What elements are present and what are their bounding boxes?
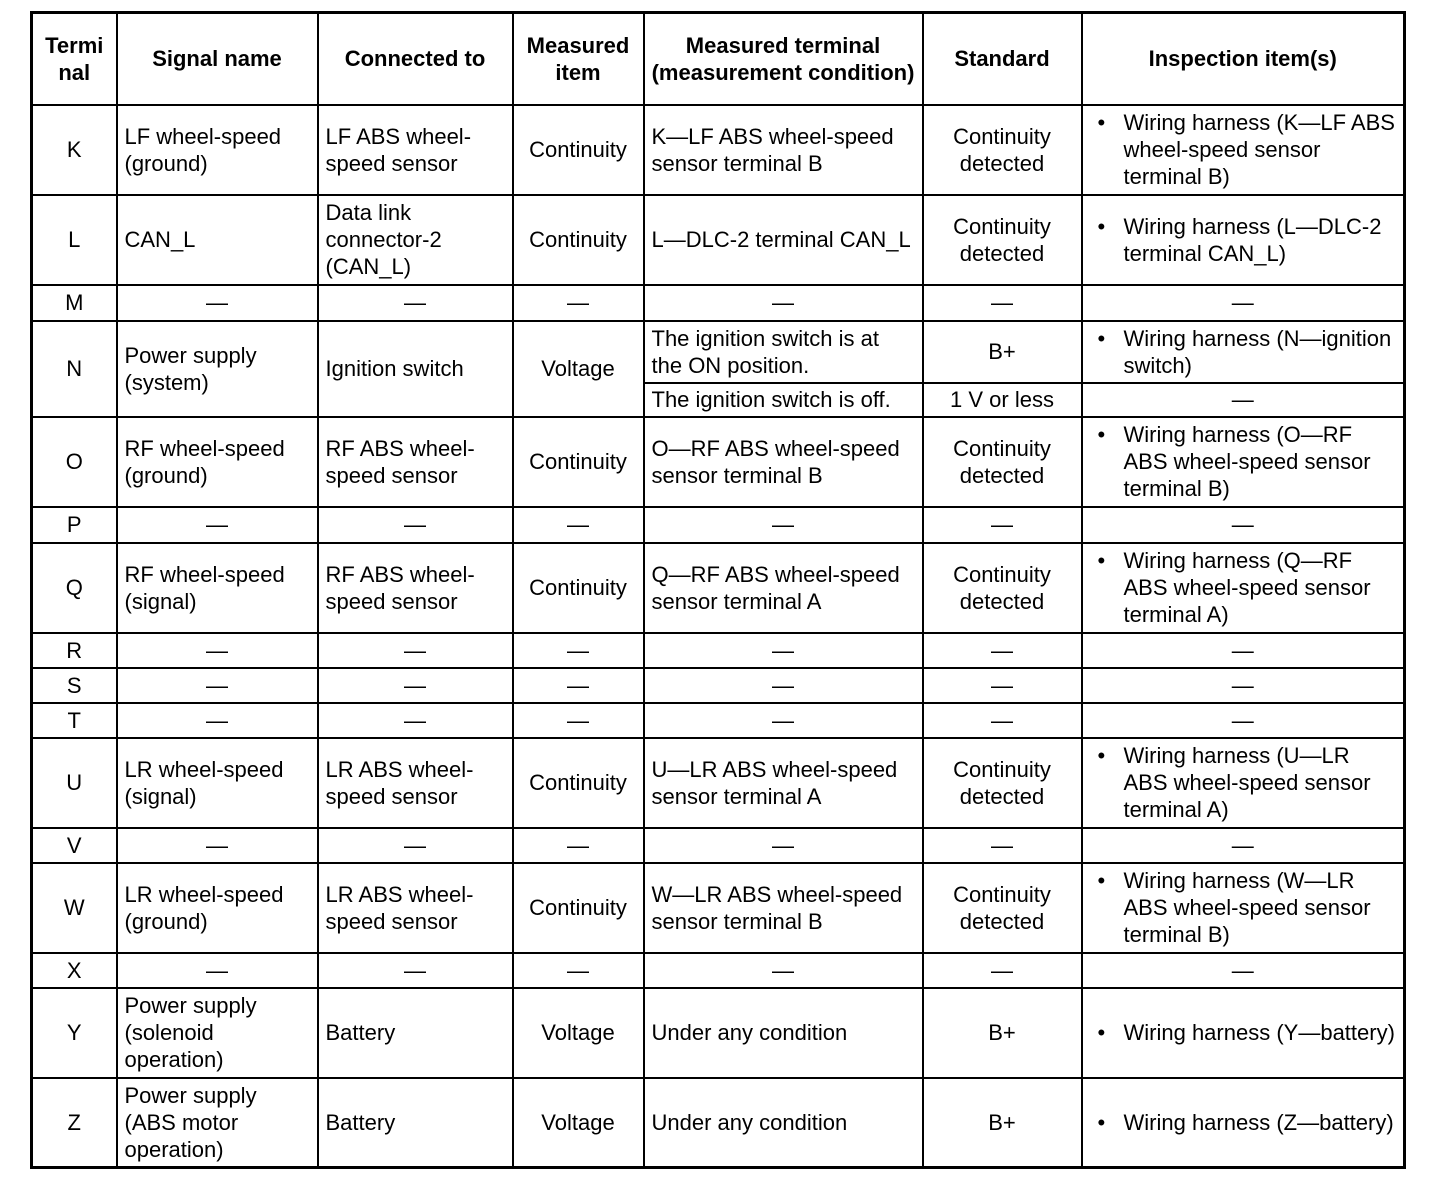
measured-terminal-cell: L—DLC-2 terminal CAN_L <box>644 195 923 285</box>
table-row <box>32 321 1405 383</box>
empty-cell: — <box>117 633 318 668</box>
empty-cell: — <box>644 633 923 668</box>
connected-to-cell: LR ABS wheel-speed sensor <box>318 863 513 953</box>
bullet-icon: • <box>1097 1109 1106 1135</box>
signal-name-cell: RF wheel-speed (ground) <box>117 417 318 507</box>
empty-cell: — <box>644 953 923 988</box>
measured-item-cell: Continuity <box>513 105 644 195</box>
bullet-icon: • <box>1097 548 1106 573</box>
table-row <box>32 828 1405 863</box>
empty-cell: — <box>644 703 923 738</box>
connected-to-cell: LR ABS wheel-speed sensor <box>318 738 513 828</box>
inspection-text: Wiring harness (O—RF ABS wheel-speed sensor terminal B) <box>1123 422 1371 501</box>
measured-terminal-cell: W—LR ABS wheel-speed sensor terminal B <box>644 863 923 953</box>
inspection-text: Wiring harness (Z—battery) <box>1123 1109 1394 1135</box>
empty-cell: — <box>117 668 318 703</box>
empty-cell: — <box>923 668 1082 703</box>
inspection-cell <box>1082 1078 1405 1168</box>
standard-cell: B+ <box>923 1078 1082 1168</box>
empty-cell: — <box>644 285 923 321</box>
measured-item-cell: Continuity <box>513 738 644 828</box>
empty-cell: — <box>513 828 644 863</box>
inspection-text: Wiring harness (L—DLC-2 terminal CAN_L) <box>1123 213 1382 266</box>
table-row <box>32 1078 1405 1168</box>
bullet-icon: • <box>1097 325 1106 351</box>
inspection-cell <box>1082 988 1405 1078</box>
inspection-cell <box>1082 321 1405 383</box>
signal-name-cell: LR wheel-speed (ground) <box>117 863 318 953</box>
measured-terminal-cell: The ignition switch is at the ON position. <box>644 321 923 383</box>
bullet-icon: • <box>1097 1020 1106 1045</box>
terminal-cell: R <box>32 633 117 668</box>
empty-cell: — <box>318 953 513 988</box>
standard-cell: B+ <box>923 321 1082 383</box>
signal-name-cell: LF wheel-speed (ground) <box>117 105 318 195</box>
connected-to-cell: RF ABS wheel-speed sensor <box>318 543 513 633</box>
connected-to-cell: Ignition switch <box>318 321 513 417</box>
standard-cell: Continuity detected <box>923 543 1082 633</box>
empty-cell: — <box>644 668 923 703</box>
table-row <box>32 738 1405 828</box>
table-row <box>32 988 1405 1078</box>
empty-cell: — <box>1082 285 1405 321</box>
bullet-icon: • <box>1097 110 1106 135</box>
empty-cell: — <box>923 953 1082 988</box>
header-terminal: Termi nal <box>32 13 117 105</box>
header-measured-item: Measured item <box>513 13 644 105</box>
table-row <box>32 195 1405 285</box>
terminal-cell: Q <box>32 543 117 633</box>
connected-to-cell: LF ABS wheel-speed sensor <box>318 105 513 195</box>
header-inspection-items: Inspection item(s) <box>1082 13 1405 105</box>
standard-cell: Continuity detected <box>923 417 1082 507</box>
signal-name-cell: LR wheel-speed (signal) <box>117 738 318 828</box>
table-row <box>32 953 1405 988</box>
empty-cell: — <box>513 703 644 738</box>
empty-cell: — <box>923 703 1082 738</box>
measured-terminal-cell: The ignition switch is off. <box>644 383 923 417</box>
empty-cell: — <box>1082 668 1405 703</box>
table-row <box>32 668 1405 703</box>
header-connected-to: Connected to <box>318 13 513 105</box>
table-row <box>32 703 1405 738</box>
empty-cell: — <box>513 507 644 543</box>
terminal-cell: U <box>32 738 117 828</box>
header-standard: Standard <box>923 13 1082 105</box>
measured-terminal-cell: Under any condition <box>644 988 923 1078</box>
standard-cell: B+ <box>923 988 1082 1078</box>
bullet-icon: • <box>1097 422 1106 447</box>
signal-name-cell: CAN_L <box>117 195 318 285</box>
header-row <box>32 13 1405 105</box>
empty-cell: — <box>318 703 513 738</box>
terminal-cell: M <box>32 285 117 321</box>
empty-cell: — <box>318 285 513 321</box>
empty-cell: — <box>513 285 644 321</box>
inspection-text: Wiring harness (N—ignition switch) <box>1123 325 1392 378</box>
header-measured-terminal: Measured terminal (measurement condition) <box>644 13 923 105</box>
measured-item-cell: Continuity <box>513 863 644 953</box>
measured-terminal-cell: Q—RF ABS wheel-speed sensor terminal A <box>644 543 923 633</box>
terminal-cell: Z <box>32 1078 117 1168</box>
empty-cell: — <box>318 507 513 543</box>
empty-cell: — <box>923 633 1082 668</box>
terminal-cell: W <box>32 863 117 953</box>
inspection-cell <box>1082 543 1405 633</box>
inspection-text: Wiring harness (Y—battery) <box>1123 1020 1395 1045</box>
terminal-cell: N <box>32 321 117 417</box>
measured-item-cell: Voltage <box>513 988 644 1078</box>
inspection-text: Wiring harness (U—LR ABS wheel-speed sensor terminal A) <box>1123 743 1371 822</box>
empty-cell: — <box>1082 507 1405 543</box>
terminal-inspection-table <box>30 11 1406 1169</box>
measured-item-cell: Voltage <box>513 321 644 417</box>
empty-cell: — <box>513 953 644 988</box>
empty-cell: — <box>117 703 318 738</box>
empty-cell: — <box>1082 828 1405 863</box>
inspection-text: Wiring harness (Q—RF ABS wheel-speed sensor terminal A) <box>1123 548 1371 627</box>
empty-cell: — <box>117 953 318 988</box>
terminal-cell: S <box>32 668 117 703</box>
terminal-cell: X <box>32 953 117 988</box>
standard-cell: Continuity detected <box>923 105 1082 195</box>
measured-terminal-cell: Under any condition <box>644 1078 923 1168</box>
terminal-cell: T <box>32 703 117 738</box>
table-row <box>32 285 1405 321</box>
inspection-text: Wiring harness (K—LF ABS wheel-speed sensor terminal B) <box>1123 110 1395 189</box>
empty-cell: — <box>1082 703 1405 738</box>
connected-to-cell: Battery <box>318 1078 513 1168</box>
bullet-icon: • <box>1097 213 1106 239</box>
inspection-text: Wiring harness (W—LR ABS wheel-speed sensor terminal B) <box>1123 868 1371 947</box>
terminal-cell: Y <box>32 988 117 1078</box>
table-row <box>32 633 1405 668</box>
table-row <box>32 507 1405 543</box>
inspection-cell <box>1082 195 1405 285</box>
inspection-cell <box>1082 105 1405 195</box>
inspection-cell <box>1082 417 1405 507</box>
connected-to-cell: Battery <box>318 988 513 1078</box>
connected-to-cell: Data link connector-2 (CAN_L) <box>318 195 513 285</box>
header-signal-name: Signal name <box>117 13 318 105</box>
inspection-cell <box>1082 738 1405 828</box>
empty-cell: — <box>923 285 1082 321</box>
empty-cell: — <box>318 668 513 703</box>
standard-cell: 1 V or less <box>923 383 1082 417</box>
empty-cell: — <box>1082 383 1405 417</box>
signal-name-cell: RF wheel-speed (signal) <box>117 543 318 633</box>
standard-cell: Continuity detected <box>923 195 1082 285</box>
empty-cell: — <box>117 285 318 321</box>
terminal-cell: K <box>32 105 117 195</box>
empty-cell: — <box>117 828 318 863</box>
table-row <box>32 543 1405 633</box>
standard-cell: Continuity detected <box>923 863 1082 953</box>
terminal-cell: O <box>32 417 117 507</box>
table-row <box>32 105 1405 195</box>
empty-cell: — <box>923 828 1082 863</box>
empty-cell: — <box>644 828 923 863</box>
measured-item-cell: Voltage <box>513 1078 644 1168</box>
measured-terminal-cell: O—RF ABS wheel-speed sensor terminal B <box>644 417 923 507</box>
signal-name-cell: Power supply (solenoid operation) <box>117 988 318 1078</box>
connected-to-cell: RF ABS wheel-speed sensor <box>318 417 513 507</box>
standard-cell: Continuity detected <box>923 738 1082 828</box>
empty-cell: — <box>318 828 513 863</box>
empty-cell: — <box>513 668 644 703</box>
measured-item-cell: Continuity <box>513 417 644 507</box>
measured-item-cell: Continuity <box>513 195 644 285</box>
empty-cell: — <box>923 507 1082 543</box>
inspection-cell <box>1082 863 1405 953</box>
bullet-icon: • <box>1097 743 1106 768</box>
bullet-icon: • <box>1097 868 1106 893</box>
empty-cell: — <box>117 507 318 543</box>
measured-terminal-cell: U—LR ABS wheel-speed sensor terminal A <box>644 738 923 828</box>
empty-cell: — <box>513 633 644 668</box>
empty-cell: — <box>1082 953 1405 988</box>
terminal-cell: P <box>32 507 117 543</box>
measured-item-cell: Continuity <box>513 543 644 633</box>
empty-cell: — <box>644 507 923 543</box>
terminal-cell: V <box>32 828 117 863</box>
empty-cell: — <box>1082 633 1405 668</box>
signal-name-cell: Power supply (system) <box>117 321 318 417</box>
measured-terminal-cell: K—LF ABS wheel-speed sensor terminal B <box>644 105 923 195</box>
terminal-cell: L <box>32 195 117 285</box>
empty-cell: — <box>318 633 513 668</box>
signal-name-cell: Power supply (ABS motor operation) <box>117 1078 318 1168</box>
table-row <box>32 417 1405 507</box>
table-row <box>32 863 1405 953</box>
